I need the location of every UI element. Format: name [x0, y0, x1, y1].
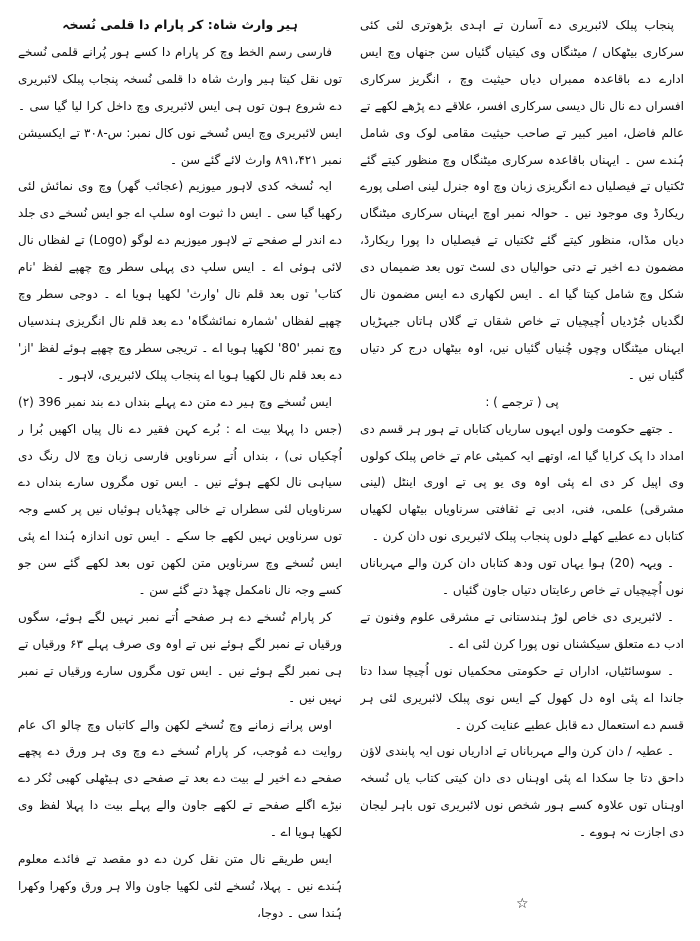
paragraph: ایس نُسخے وچ ہیر دے متن دے پہلے بنداں دے بند نمبر 396 (۲) (جس دا پہلا بیت اے : بُرے کہن فقیر دے نال پیاں اکھیں بُرا ر اُچکیاں نی) ، بنداں اُتے سرناویں فارسی زبان وچ لال رنگ دی سیاہی نال لکھے ہوئے نیں ۔ ایس توں مگروں سارے بنداں دے سرناویاں لئی سطراں تے خالی چھڈیاں ہوئیاں نیں پر کسے وجہ توں سرناویں نہیں لکھے جا سکے ۔ ایس توں اندازہ ہُندا اے پئی ایس نُسخے وچ سرناویں متن لکھن توں بعد لکھے گئے سن جو کسے وجہ نال نامکمل چھڈ دتے گئے سن ۔	[18, 394, 342, 598]
paragraph: ایہ نُسخہ کدی لاہور میوزیم (عجائب گھر) وچ وی نمائش لئی رکھیا گیا سی ۔ ایس دا ثبوت اوہ سلپ اے جو ایس نُسخے دی جلد دے اندر لے صفحے تے لاہور میوزیم دے لوگو (Logo) تے لفظاں نال لائی ہوئی اے ۔ ایس سلپ دی پہلی سطر وچ چھپے لفظ 'نام کتاب' توں بعد قلم نال 'وارث' لکھیا ہویا اے ۔ دوجی سطر وچ چھپے لفظاں 'شمارہ نمائشگاہ' دے بعد قلم نال انگریزی ہندسیاں وچ نمبر '80' لکھیا ہویا اے ۔ تریجی سطر وچ چھپے ہوئے لفظ 'از' دے بعد قلم نال لکھیا ہویا اے پنجاب پبلک لائبریری، لاہور ۔	[18, 179, 342, 382]
translation-note: پی ( ترجمے ) :	[485, 394, 559, 409]
paragraph-library-meetings: پنجاب پبلک لائبریری دے آسارن تے اہدی بڑھوتری لئی کئی سرکاری بیٹھکاں / میٹنگاں وی کیتیاں گئیاں سن جنھاں وچ ایس ادارے دے باقاعدہ ممبراں دیاں حیثیت وچ ، انگریز سرکاری افسراں دے نال نال دیسی سرکاری افسر، علاقے دے پڑھے لکھے تے عالم فاضل، امیر کبیر تے صاحب حیثیت مقامی لوک وی شامل ہُندے سن ۔ ایہناں باقاعدہ سرکاری میٹنگاں وچ منظور کیتے گئے ٹکتیاں تے فیصلیاں دے انگریزی زبان وچ اوہ جنرل لینی اصلی پورے ریکارڈ وی موجود نیں ۔ حوالہ نمبر اوچ ایہناں سرکاری میٹنگاں دیاں مڈاں، منظور کیتے گئے ٹکتیاں تے فیصلیاں دا پورا ریکارڈ، مضمون دے اخیر تے دتی حوالیاں دی لسٹ توں بعد ضمیماں دی شکل وچ شامل کیتا گیا اے ۔ ایس لکھاری دے ایس مضمون نال لگدیاں جُڑدیاں اُچیچیاں تے خاص شقاں تے گلاں ہاتاں جیہڑیاں ایہناں میٹنگاں وچوں چُنیاں گئیاں نیں، اوہ بیٹھاں درج کر دتیاں گئیاں نیں ۔	[360, 18, 684, 382]
list-item: ۔ عطیہ / دان کرن والے مہرباناں تے اداریاں نوں ایہ پابندی لاؤن داحق دتا جا سکدا اے پئی اوہناں دی دان کیتی کتاب یاں نُسخہ اوہناں توں علاوہ کسے ہور شخص نوں لائبریری توں باہر لیجان دی اجازت نہ ہووے ۔	[360, 744, 684, 840]
paragraph: ایس طریقے نال متن نقل کرن دے دو مقصد تے فائدے معلوم ہُندے نیں ۔ پہلا، نُسخے لئی لکھیا جاون والا ہر ورق وکھرا وکھرا ہُندا سی ۔ دوجا،	[18, 852, 342, 920]
end-star-mark: ☆	[516, 896, 529, 912]
left-column	[18, 12, 342, 927]
paragraph: فارسی رسم الخط وچ کر پارام دا کسے ہور پُرانے قلمی نُسخے توں نقل کیتا ہیر وارث شاہ دا قلمی نُسخہ پنجاب پبلک لائبریری دے شروع ہون توں ہی ایس لائبریری وچ داخل کرا لیا گیا سی ۔ ایس لائبریری وچ ایس نُسخے نوں کال نمبر: س-۳۰۸ تے ایکسیشن نمبر ۸۹۱،۴۲۱ وارث لائے گئے سن ۔	[18, 44, 342, 167]
right-column	[360, 12, 684, 927]
paragraph: اوس پرانے زمانے وچ نُسخے لکھن والے کاتباں وچ چالو اک عام روایت دے مُوجب، کر پارام نُسخے دے وچ وی ہر ورق دے پچھے صفحے دے اخیر لے بیت دے بعد تے صفحے دی ہیٹھلی کھبی نُکر دے نیڑے اگلے صفحے تے لکھے جاون والے پہلے بیت دا پہلا لفظ وی لکھیا ہویا اے ۔	[18, 717, 342, 840]
list-item: ۔ لائبریری دی خاص لوڑ ہندستانی تے مشرقی علوم وفنون تے ادب دے متعلق سیکشناں نوں پورا کرن لئی اے ۔	[360, 609, 684, 651]
paragraph: کر پارام نُسخے دے ہر صفحے اُتے نمبر نہیں لگے ہوئے، سگوں ورقیاں تے نمبر لگے ہوئے نیں تے اوہ وی صرف پہلے ۶۳ ورقیاں تے ہی نمبر لگے ہوئے نیں ۔ ایس توں مگروں سارے ورقیاں تے نمبر نہیں نیں ۔	[18, 609, 342, 705]
list-item: ۔ سوسائٹیاں، اداراں تے حکومتی محکمیاں نوں اُچیچا سدا دتا جاندا اے پئی اوہ دل کھول کے ایس نوی پبلک لائبریری لئی ہر قسم دے استعمال دے قابل عطیے عنایت کرن ۔	[360, 663, 684, 732]
list-item: ۔ جتھے حکومت ولوں ایہوں ساریاں کتاباں تے ہور ہر قسم دی امداد دا پک کرایا گیا اے، اوتھے ایہ کمیٹی عام تے خاص پبلک کولوں وی اپیل کر دی اے پئی اوہ وی یو پی تے اوری اینٹل (لینی مشرقی) علمی، فنی، ادبی تے ثقافتی سرناویاں بیٹھاں لکھیاں کتاباں دے عطیے کھلے دلوں پنجاب پبلک لائبریری نوں دان کرن ۔	[360, 421, 684, 544]
list-item: ۔ ویہہ (20) ہوا یہاں توں ودھ کتاباں دان کرن والے مہرباناں نوں اُچیچیاں تے خاص رعایتاں دتیاں جاون گئیاں ۔	[360, 556, 684, 598]
section-title: ہیر وارث شاہ: کر پارام دا قلمی نُسخہ	[62, 17, 298, 32]
